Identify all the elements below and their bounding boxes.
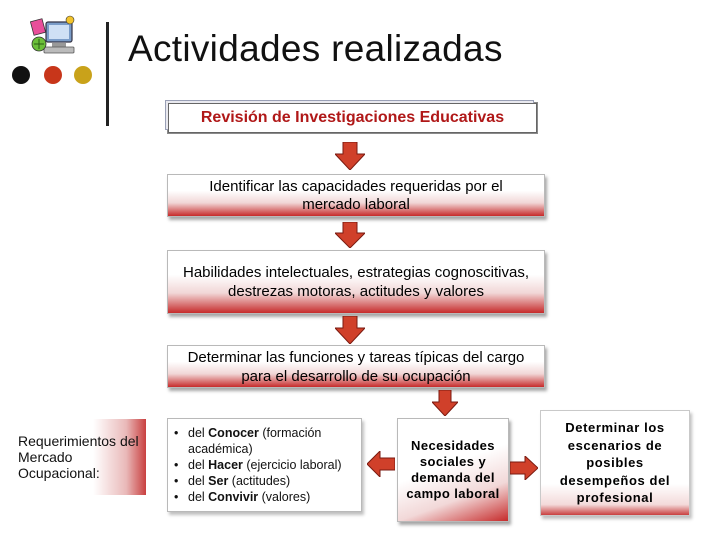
scenarios-label: Determinar los escenarios de posibles desempeños del profesional bbox=[559, 420, 671, 506]
down-arrow-icon bbox=[432, 390, 458, 416]
list-item: • del Conocer (formación académica) bbox=[174, 425, 357, 457]
right-arrow-icon bbox=[510, 456, 538, 480]
step-label-4: Determinar las funciones y tareas típicas del cargo para el desarrollo de su ocupación bbox=[187, 348, 525, 385]
step-box-3 bbox=[167, 250, 545, 314]
computer-clipart-icon bbox=[30, 14, 78, 58]
list-item: • del Ser (actitudes) bbox=[174, 473, 357, 489]
down-arrow-icon bbox=[335, 142, 365, 170]
title-divider bbox=[106, 22, 109, 126]
step-box-4 bbox=[167, 345, 545, 388]
needs-box bbox=[397, 418, 509, 522]
requirements-label: Requerimientos del Mercado Ocupacional: bbox=[18, 433, 139, 481]
requirements-box bbox=[14, 419, 146, 495]
down-arrow-icon bbox=[335, 222, 365, 248]
scenarios-box bbox=[540, 410, 690, 516]
black-dot bbox=[12, 66, 30, 84]
red-dot bbox=[44, 66, 62, 84]
list-item: • del Convivir (valores) bbox=[174, 489, 357, 505]
page-title: Actividades realizadas bbox=[128, 28, 503, 69]
needs-label: Necesidades sociales y demanda del campo laboral bbox=[406, 438, 500, 501]
down-arrow-icon bbox=[335, 316, 365, 344]
step-box-2 bbox=[167, 174, 545, 217]
step-label-3: Habilidades intelectuales, estrategias cognoscitivas, destrezas motoras, actitudes y valores bbox=[182, 264, 530, 300]
left-arrow-icon bbox=[367, 451, 395, 477]
step-label-2: Identificar las capacidades requeridas por el mercado laboral bbox=[209, 177, 503, 213]
step-label-1: Revisión de Investigaciones Educativas bbox=[200, 109, 505, 126]
list-item: • del Hacer (ejercicio laboral) bbox=[174, 457, 357, 473]
step-box-1 bbox=[167, 102, 538, 134]
gold-dot bbox=[74, 66, 92, 84]
competencies-list-box bbox=[167, 418, 362, 512]
competencies-list bbox=[174, 425, 357, 505]
